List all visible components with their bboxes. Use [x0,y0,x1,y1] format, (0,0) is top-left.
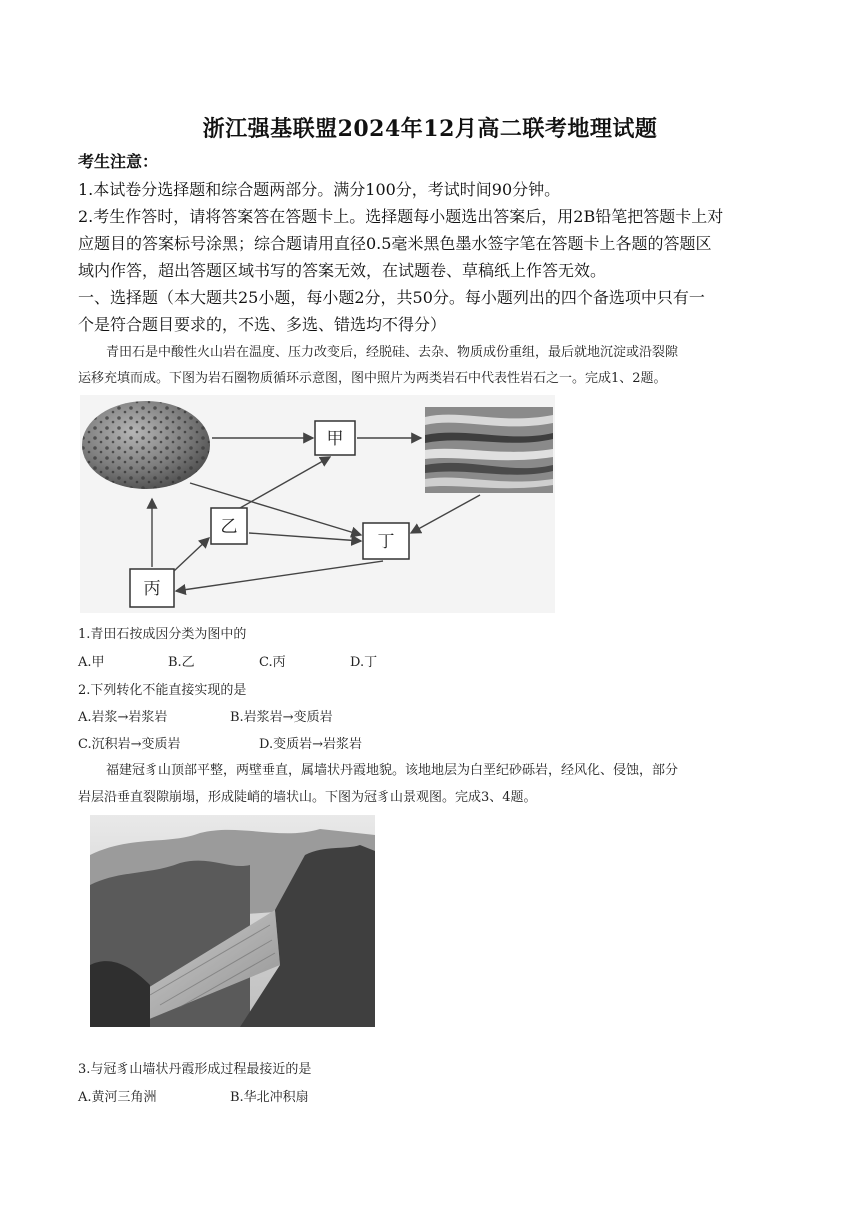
notice-line-2a: 2.考生作答时，请将答案答在答题卡上。选择题每小题选出答案后，用2B铅笔把答题卡上对 [78,207,724,226]
igneous-rock-photo [82,401,210,489]
passage-2-line-1: 福建冠豸山顶部平整，两壁垂直，属墙状丹霞地貌。该地地层为白垩纪砂砾岩，经风化、侵蚀，部分 [106,763,679,778]
q3-stem: 3.与冠豸山墙状丹霞形成过程最接近的是 [78,1062,312,1077]
q3-option-a: A.黄河三角洲 [78,1090,157,1105]
box-bing-label: 丙 [143,579,161,599]
q1-stem: 1.青田石按成因分类为图中的 [78,627,247,642]
q2-option-a: A.岩浆→岩浆岩 [78,710,168,725]
q2-option-b: B.岩浆岩→变质岩 [230,710,333,725]
page-title: 浙江强基联盟2024年12月高二联考地理试题 [202,116,658,142]
box-ding-label: 丁 [377,532,395,552]
q2-stem: 2.下列转化不能直接实现的是 [78,683,247,698]
q1-option-d: D.丁 [350,655,378,670]
q3-option-b: B.华北冲积扇 [230,1090,309,1105]
passage-2-line-2: 岩层沿垂直裂隙崩塌，形成陡峭的墙状山。下图为冠豸山景观图。完成3、4题。 [78,790,537,805]
passage-1-line-1: 青田石是中酸性火山岩在温度、压力改变后，经脱硅、去杂、物质成份重组，最后就地沉淀或沿裂隙 [106,345,679,360]
q1-option-c: C.丙 [259,655,286,670]
q1-option-b: B.乙 [168,655,195,670]
notice-line-2b: 应题目的答案标号涂黑；综合题请用直径0.5毫米黑色墨水签字笔在答题卡上各题的答题区 [78,234,712,253]
guanzhai-mountain-photo [90,815,375,1027]
section-heading-line-2: 个是符合题目要求的，不选、多选、错选均不得分） [78,315,447,334]
section-heading-line-1: 一、选择题（本大题共25小题，每小题2分，共50分。每小题列出的四个备选项中只有一 [78,288,705,307]
q1-option-a: A.甲 [78,655,105,670]
box-yi-label: 乙 [220,517,238,537]
metamorphic-rock-photo [425,407,553,493]
notice-line-1: 1.本试卷分选择题和综合题两部分。满分100分，考试时间90分钟。 [78,180,561,199]
notice-line-2c: 域内作答，超出答题区域书写的答案无效，在试题卷、草稿纸上作答无效。 [78,261,607,280]
q2-option-c: C.沉积岩→变质岩 [78,737,181,752]
notice-heading: 考生注意： [78,152,159,171]
box-jia-label: 甲 [326,429,344,449]
q2-option-d: D.变质岩→岩浆岩 [259,737,362,752]
rock-cycle-diagram [80,395,555,613]
passage-1-line-2: 运移充填而成。下图为岩石圈物质循环示意图，图中照片为两类岩石中代表性岩石之一。完成1、2题。 [78,371,667,386]
